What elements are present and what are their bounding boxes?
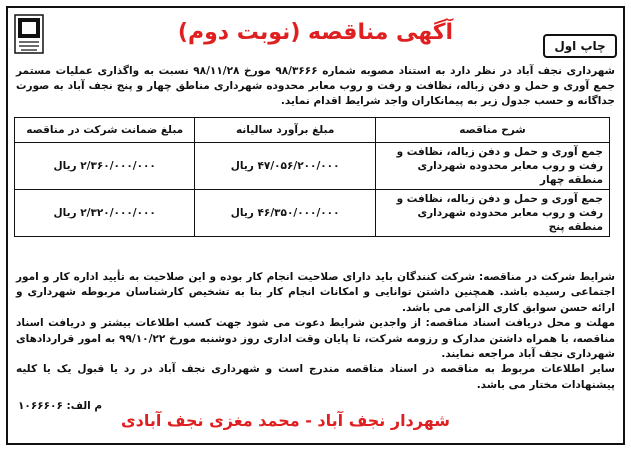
row-guarantee: ۲/۳۶۰/۰۰۰/۰۰۰ ریال — [15, 143, 195, 190]
notice-title: آگهی مناقصه (نوبت دوم) — [177, 20, 454, 45]
table-row — [15, 143, 610, 190]
reference-number: م الف: ۱۰۶۶۶۰۶ — [18, 400, 103, 412]
row-description: جمع آوری و حمل و دفن زباله، نظافت و رفت و روب معابر محدوده شهرداری منطقه چهار — [375, 143, 609, 190]
tender-table — [14, 117, 610, 237]
row-guarantee: ۲/۳۲۰/۰۰۰/۰۰۰ ریال — [15, 190, 195, 237]
column-header-estimate: مبلغ برآورد سالیانه — [195, 118, 376, 143]
deadline-and-location: مهلت و محل دریافت اسناد مناقصه: از واجدین شرایط دعوت می شود جهت کسب اطلاعات بیشتر و دریافت اسناد مناقصه، با همراه داشتن مدارک و رزومه شرکت، تا پایان وقت اداری روز دوشنبه مورخ ۹۹/۱۰/۲۲ به امور قراردادهای شهرداری نجف آباد مراجعه نمایند. — [16, 317, 615, 361]
intro-paragraph: شهرداری نجف آباد در نظر دارد به استناد مصوبه شماره ۹۸/۳۶۶۶ مورخ ۹۸/۱۱/۲۸ نسبت به واگذاری عملیات مستمر جمع آوری و حمل و دفن زباله، نظافت و رفت و روب معابر محدوده شهرداری مناطق چهار و پنج نجف آباد به صورت جداگانه و حسب جدول زیر به پیمانکاران واجد شرایط اقدام نماید. — [16, 65, 615, 107]
table-header-row — [15, 118, 610, 143]
row-estimate: ۴۷/۰۵۶/۲۰۰/۰۰۰ ریال — [195, 143, 376, 190]
signature-line: شهردار نجف آباد - محمد مغزی نجف آبادی — [120, 411, 451, 430]
table-row — [15, 190, 610, 237]
row-estimate: ۴۶/۳۵۰/۰۰۰/۰۰۰ ریال — [195, 190, 376, 237]
other-information: سایر اطلاعات مربوط به مناقصه در اسناد مناقصه مندرج است و شهرداری نجف آباد در رد یا قبول یک یا کلیه پیشنهادات مختار می باشد. — [16, 363, 615, 391]
conditions-section — [16, 270, 615, 393]
notice-header — [8, 8, 623, 64]
print-edition-badge: چاپ اول — [543, 34, 617, 58]
row-description: جمع آوری و حمل و دفن زباله، نظافت و رفت و روب معابر محدوده شهرداری منطقه پنج — [375, 190, 609, 237]
column-header-description: شرح مناقصه — [375, 118, 609, 143]
column-header-guarantee: مبلغ ضمانت شرکت در مناقصه — [15, 118, 195, 143]
participation-conditions: شرایط شرکت در مناقصه: شرکت کنندگان باید دارای صلاحیت انجام کار بوده و این صلاحیت به تأیید اداره کار و امور اجتماعی رسیده باشد. همچنین داشتن توانایی و امکانات انجام کار بنا به تشخیص کارشناسان مربوطه شهرداری و ارائه حسن سوابق کاری الزامی می باشد. — [16, 271, 615, 314]
